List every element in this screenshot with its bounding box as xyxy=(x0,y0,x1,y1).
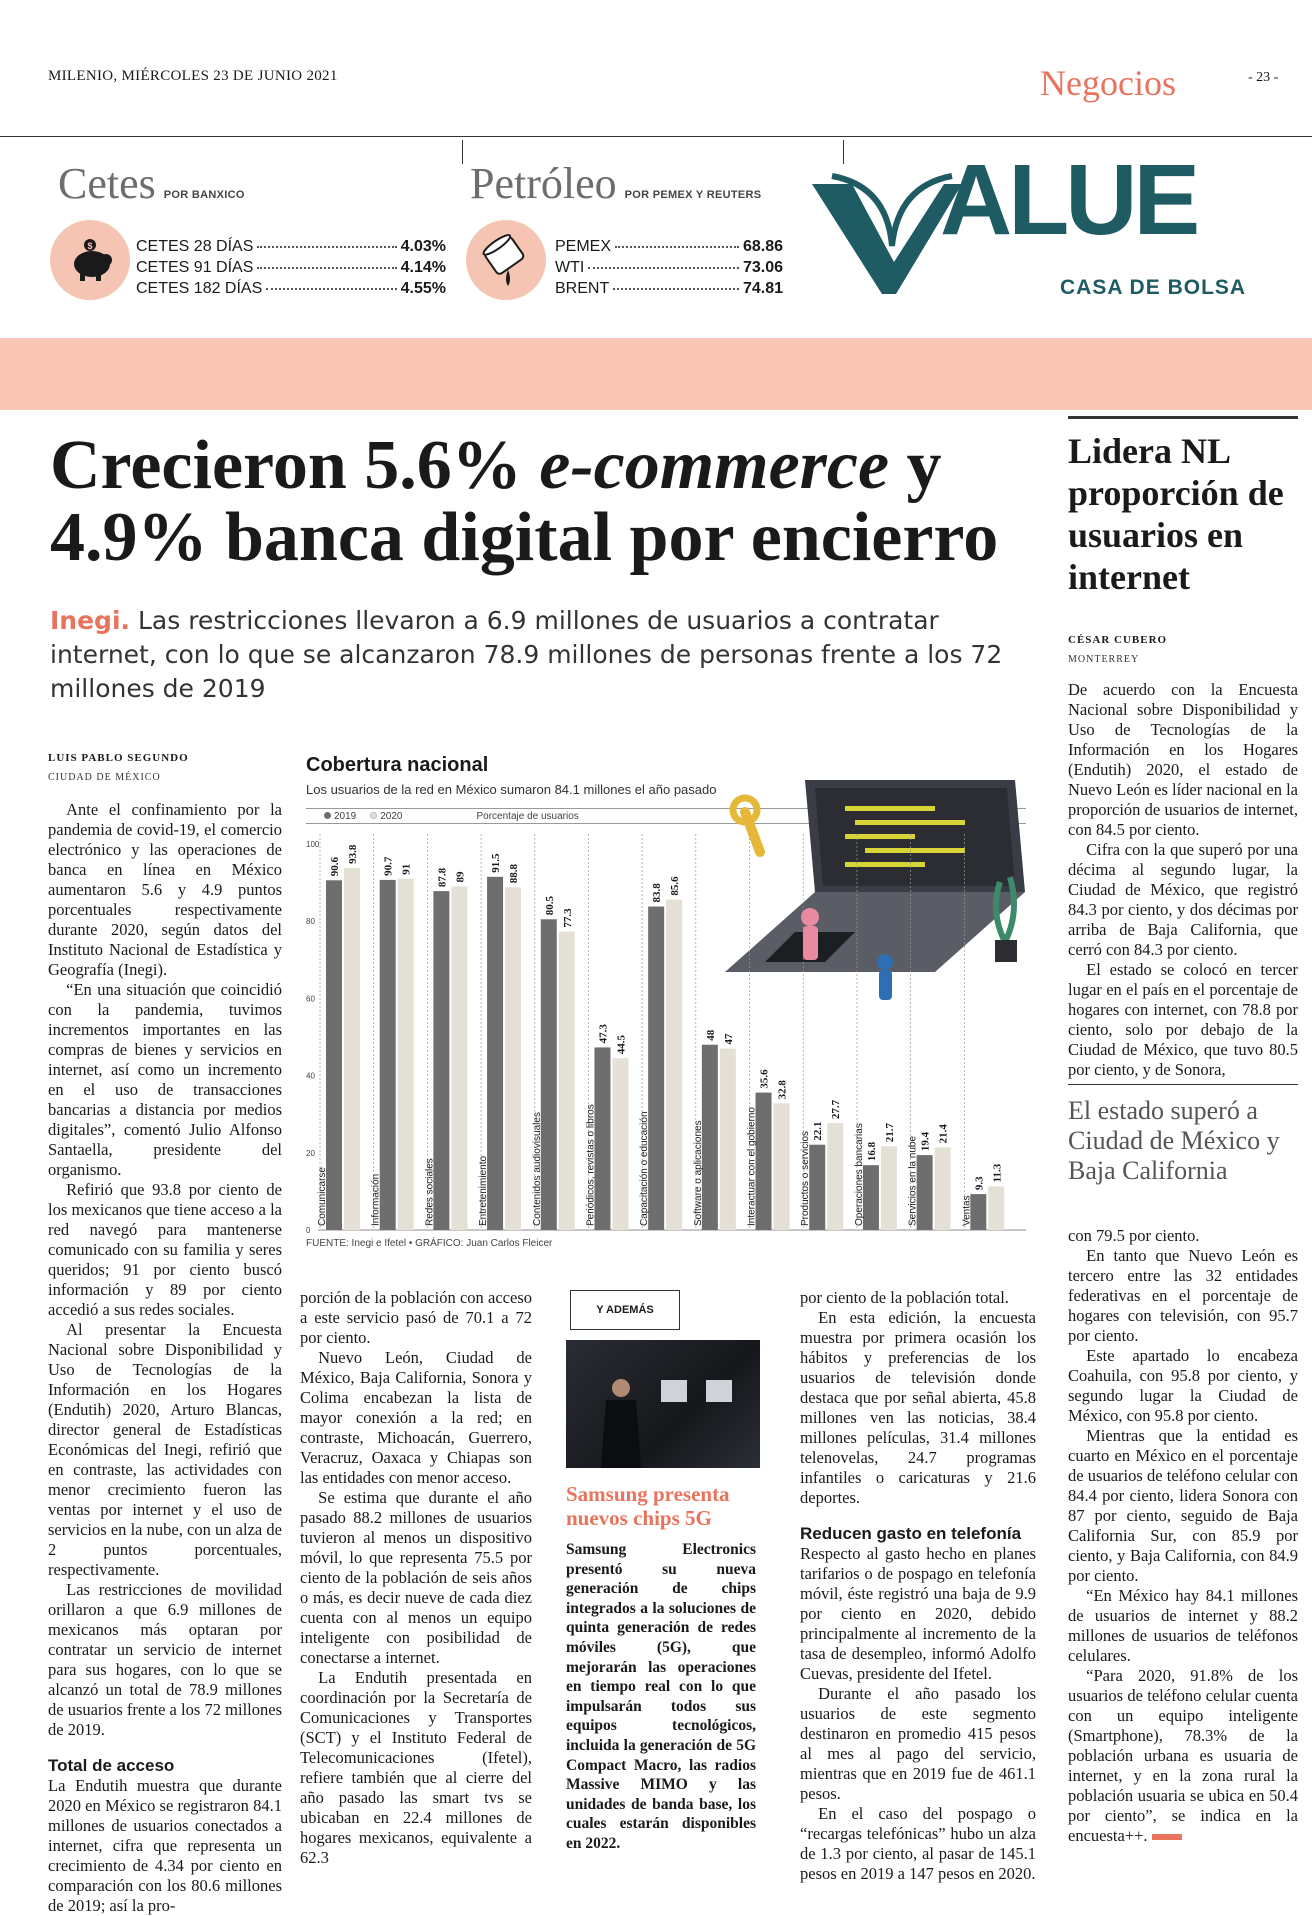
paragraph: Al presentar la Encuesta Nacional sobre Disponibilidad y Uso de Tecnologías de la Información en los Hogares (Endutih) 2020, Arturo Blancas, director general de Estadísticas Económicas del Inegi, refirió que en contraste, las actividades con menor crecimiento fueron las ventas por internet y el uso de servicios en la nube, con un alza de 2 puntos porcentuales, respectivamente. xyxy=(48,1320,282,1579)
data-label: 91.5 xyxy=(490,853,503,873)
market-divider xyxy=(843,140,844,164)
bar-2019-10 xyxy=(863,1165,879,1230)
value-logo-tagline: CASA DE BOLSA xyxy=(1060,276,1247,299)
category-label: Capacitación o educación xyxy=(639,1111,651,1226)
y-tick-label: 100 xyxy=(306,840,320,849)
data-label: 91 xyxy=(400,863,413,875)
subhead-telefonia: Reducen gasto en telefonía xyxy=(800,1524,1022,1543)
bar-2020-4 xyxy=(559,932,575,1230)
paragraph: “En México hay 84.1 millones de usuarios de internet y 88.2 millones de usuarios de teléfonos celulares. xyxy=(1068,1586,1298,1665)
oil-barrel-icon xyxy=(466,220,546,300)
end-mark xyxy=(1152,1834,1182,1840)
y-tick-label: 40 xyxy=(306,1071,315,1081)
data-label: 90.6 xyxy=(329,857,341,877)
bar-2020-6 xyxy=(666,900,682,1230)
pull-quote-rule xyxy=(1068,1084,1298,1085)
category-label: Software o aplicaciones xyxy=(692,1120,704,1226)
category-label: Ventas xyxy=(961,1195,973,1226)
y-tick-label: 0 xyxy=(306,1226,311,1235)
paragraph: Las restricciones de movilidad orillaron a que 6.9 millones de mexicanos más optaran por contratar un servicio de internet para sus hogares, con lo que se alcanzó un total de 78.9 millones de usuarios frente a los 72 millones de 2019. xyxy=(48,1580,282,1739)
data-label: 48 xyxy=(704,1029,717,1041)
data-label: 21.7 xyxy=(883,1122,896,1143)
data-label: 89 xyxy=(454,871,467,883)
ademas-headline: Samsung presenta nuevos chips 5G xyxy=(566,1482,730,1530)
data-label: 27.7 xyxy=(830,1099,843,1120)
value-logo-text: ALUE xyxy=(940,144,1197,256)
data-label: 22.1 xyxy=(812,1121,825,1141)
paragraph: “Para 2020, 91.8% de los usuarios de teléfono celular cuenta con un equipo inteligente (Smartphone), 78.3% de la población urbana es usuaria de internet, y en la zona rural la población usuaria se ubica en 50.4 por ciento”, se indica en la encuesta++. xyxy=(1068,1666,1298,1845)
paragraph: Cifra con la que superó por una décima al segundo lugar, la Ciudad de México, que registró 84.3 por ciento, y dos décimas por arriba de Baja California, que cerró con 84.3 por ciento. xyxy=(1068,840,1298,959)
chart-title: Cobertura nacional xyxy=(306,754,489,776)
ademas-body: Samsung Electronics presentó su nueva generación de chips integrados a la soluciones de quinta generación de redes móviles (5G), que mejorarán las operaciones en tiempo real con lo que impulsarán todos sus equipos tecnológicos, incluida la generación de 5G Compact Macro, las radios Massive MIMO y las unidades de banda base, los cuales estarán disponibles en 2022. xyxy=(566,1541,756,1852)
piggy-bank-icon xyxy=(50,220,130,300)
legend-item-2019: 2019 xyxy=(324,811,356,822)
paragraph: Se estima que durante el año pasado 88.2 millones de usuarios tuvieron al menos un dispositivo móvil, lo que representa 75.5 por ciento de la población de seis años o más, es decir nueve de cada diez cuenta con al menos un equipo inteligente con posibilidad de conectarse a internet. xyxy=(300,1488,532,1667)
y-tick-label: 20 xyxy=(306,1148,315,1158)
category-label: Entretenimiento xyxy=(478,1155,490,1226)
data-label: 83.8 xyxy=(651,883,664,903)
category-label: Periódicos, revistas o libros xyxy=(585,1104,597,1226)
data-label: 47 xyxy=(722,1033,735,1045)
data-label: 9.3 xyxy=(973,1176,986,1191)
bar-2020-12 xyxy=(988,1186,1004,1230)
data-label: 80.5 xyxy=(543,896,556,916)
category-label: Operaciones bancarias xyxy=(853,1123,865,1226)
bar-2019-7 xyxy=(702,1045,718,1230)
bar-2020-5 xyxy=(612,1058,628,1230)
data-label: 88.8 xyxy=(508,863,521,884)
paragraph: Refirió que 93.8 por ciento de los mexicanos que tiene acceso a la red navegó para mantenerse comunicado con su familia y seres queridos; 91 por ciento buscó información y 89 por ciento accedió a sus redes sociales. xyxy=(48,1180,282,1319)
paragraph: por ciento de la población total. xyxy=(800,1288,1009,1307)
petroleo-row: WTI 73.06 xyxy=(555,259,783,276)
category-label: Contenidos audiovisuales xyxy=(531,1112,543,1226)
petroleo-header xyxy=(470,158,761,209)
headline: Crecieron 5.6% e-commerce y 4.9% banca digital por encierro xyxy=(50,427,999,576)
legend-item-2020: 2020 xyxy=(370,811,402,822)
sidebar-title: Lidera NL proporción de usuarios en internet xyxy=(1068,431,1284,597)
bar-2019-8 xyxy=(756,1093,772,1230)
ad-band xyxy=(0,338,1312,410)
bar-2020-0 xyxy=(344,868,360,1230)
paragraph: La Endutih presentada en coordinación por la Secretaría de Comunicaciones y Transportes (SCT) y el Instituto Federal de Telecomunicaciones (Ifetel), refiere también que al cierre del año pasado las smart tvs se ubicaban en 22.4 millones de hogares mexicanos, equivalente a 62.3 xyxy=(300,1668,532,1867)
y-tick-label: 60 xyxy=(306,994,315,1004)
byline-city: CIUDAD DE MÉXICO xyxy=(48,772,161,783)
legend-axis-label: Porcentaje de usuarios xyxy=(476,810,579,822)
data-label: 85.6 xyxy=(669,876,682,896)
cetes-row: CETES 182 DÍAS 4.55% xyxy=(136,280,446,297)
data-label: 47.3 xyxy=(597,1024,610,1044)
cetes-row: CETES 91 DÍAS 4.14% xyxy=(136,259,446,276)
bar-2020-7 xyxy=(720,1049,736,1230)
bar-2019-6 xyxy=(648,907,664,1230)
header-rule xyxy=(0,136,1312,137)
paragraph: Nuevo León, Ciudad de México, Baja California, Sonora y Colima encabezan la lista de mayor conexión a la red; en contraste, Michoacán, Guerrero, Veracruz, Oaxaca y Chiapas son las entidades con menor acceso. xyxy=(300,1348,532,1487)
sidebar-city: MONTERREY xyxy=(1068,654,1140,665)
article-column-3 xyxy=(800,1288,1036,1884)
bar-2020-8 xyxy=(774,1103,790,1230)
y-tick-label: 80 xyxy=(306,917,315,927)
deck: Inegi. Las restricciones llevaron a 6.9 millones de usuarios a contratar internet, con lo que se alcanzaron 78.9 millones de personas frente a los 72 millones de 2019 xyxy=(50,606,1003,703)
category-label: Comunicarse xyxy=(317,1167,328,1226)
data-label: 35.6 xyxy=(758,1069,771,1089)
paragraph: En el caso del pospago o “recargas telefónicas” hubo un alza de 1.3 por ciento, al pasar de 145.1 pesos en 2019 a 147 pesos en 2020. xyxy=(800,1804,1036,1883)
bar-2019-11 xyxy=(917,1155,933,1230)
bar-2019-4 xyxy=(541,919,557,1230)
bar-2019-0 xyxy=(326,880,342,1230)
data-label: 21.4 xyxy=(937,1124,950,1144)
pull-quote: El estado superó a Ciudad de México y Baja California xyxy=(1068,1096,1280,1185)
sidebar-column-bottom xyxy=(1068,1226,1298,1846)
bar-2020-10 xyxy=(881,1146,897,1230)
bar-2019-3 xyxy=(487,877,503,1230)
bar-2020-2 xyxy=(451,886,467,1230)
data-label: 90.7 xyxy=(382,856,395,876)
svg-text:$: $ xyxy=(87,241,93,251)
cetes-title: Cetes xyxy=(58,159,156,208)
paragraph: Respecto al gasto hecho en planes tarifarios o de pospago en telefonía móvil, éste registró una baja de 9.9 por ciento en 2020, debido principalmente al incremento de la tasa de desempleo, informó Adolfo Cuevas, presidente del Ifetel. xyxy=(800,1544,1036,1683)
data-label: 19.4 xyxy=(919,1131,932,1152)
coverage-bar-chart xyxy=(306,826,1026,1236)
bar-2019-5 xyxy=(594,1047,610,1230)
data-label: 11.3 xyxy=(991,1163,1004,1183)
chart-source: FUENTE: Inegi e Ifetel • GRÁFICO: Juan Carlos Fleicer xyxy=(306,1238,553,1249)
paragraph: Mientras que la entidad es cuarto en México en el porcentaje de usuarios de teléfono celular con 84.4 por ciento, lidera Sonora con 87 por ciento, seguido de Baja California Sur, con 85.9 por ciento, y Baja California, con 84.9 por ciento. xyxy=(1068,1426,1298,1585)
cetes-row: CETES 28 DÍAS 4.03% xyxy=(136,238,446,255)
bar-2019-9 xyxy=(809,1145,825,1230)
paragraph: “En una situación que coincidió con la pandemia, tuvimos incrementos importantes en las compras de bienes y servicios en internet, así como un incremento en el uso de transacciones bancarias a distancia por medios digitales”, comentó Julio Alfonso Santaella, presidente del organismo. xyxy=(48,980,282,1179)
bar-2020-11 xyxy=(935,1147,951,1230)
data-label: 93.8 xyxy=(347,844,359,864)
bar-2020-9 xyxy=(827,1123,843,1230)
article-column-1 xyxy=(48,748,282,1916)
subhead-total-acceso: Total de acceso xyxy=(48,1756,175,1775)
petroleo-row: PEMEX 68.86 xyxy=(555,238,783,255)
bar-2019-1 xyxy=(380,880,396,1230)
article-column-2 xyxy=(300,1288,532,1868)
data-label: 32.8 xyxy=(776,1080,789,1100)
paragraph: En esta edición, la encuesta muestra por primera ocasión los hábitos y preferencias de los usuarios de televisión donde destaca que por señal abierta, 45.8 millones ven las noticias, 38.4 millones películas, 31.4 millones telenovelas, 24.7 programas infantiles o caricaturas y 21.6 deportes. xyxy=(800,1308,1036,1507)
category-label: Redes sociales xyxy=(424,1158,436,1226)
data-label: 87.8 xyxy=(436,867,449,888)
category-label: Interactuar con el gobierno xyxy=(746,1107,758,1226)
paragraph: Ante el confinamiento por la pandemia de covid-19, el comercio electrónico y las operaciones de banca en línea en México aumentaron 5.6 y 4.9 puntos porcentuales respectivamente durante 2020, según datos del Instituto Nacional de Estadística y Geografía (Inegi). xyxy=(48,800,282,979)
paragraph: Durante el año pasado los usuarios de este segmento destinaron en promedio 415 pesos al mes al pago del servicio, mientras que en 2019 fue de 461.1 pesos. xyxy=(800,1684,1036,1803)
paragraph: Este apartado lo encabeza Coahuila, con 95.8 por ciento, y segundo lugar la Ciudad de México, con 95.8 por ciento. xyxy=(1068,1346,1298,1425)
bar-2019-2 xyxy=(433,891,449,1230)
paragraph: porción de la población con acceso a este servicio pasó de 70.1 a 72 por ciento. xyxy=(300,1288,532,1347)
paragraph: De acuerdo con la Encuesta Nacional sobre Disponibilidad y Uso de Tecnologías de la Información en los Hogares (Endutih) 2020, el estado de Nuevo León es líder nacional en la proporción de usuarios de internet, con 84.5 por ciento. xyxy=(1068,680,1298,839)
paragraph: La Endutih muestra que durante 2020 en México se registraron 84.1 millones de usuarios conectados a internet, cifra que representa un crecimiento de 4.34 por ciento en comparación con los 80.6 millones de 2019; así la pro- xyxy=(48,1776,282,1915)
petroleo-title: Petróleo xyxy=(470,159,617,208)
bar-2020-3 xyxy=(505,887,521,1230)
sidebar-rule xyxy=(1068,416,1298,419)
ademas-tag: Y ADEMÁS xyxy=(570,1290,680,1330)
cetes-source: POR BANXICO xyxy=(163,189,245,201)
bar-2019-12 xyxy=(970,1194,986,1230)
paragraph: En tanto que Nuevo León es tercero entre las 32 entidades federativas en el porcentaje de hogares con televisión, con 95.7 por ciento. xyxy=(1068,1246,1298,1345)
section-name: Negocios xyxy=(1040,63,1176,103)
category-label: Información xyxy=(370,1173,382,1226)
petroleo-source: POR PEMEX Y REUTERS xyxy=(624,189,762,201)
page-number: - 23 - xyxy=(1248,70,1279,85)
date-line: MILENIO, MIÉRCOLES 23 DE JUNIO 2021 xyxy=(48,68,338,84)
petroleo-row: BRENT 74.81 xyxy=(555,280,783,297)
bar-2020-1 xyxy=(398,879,414,1230)
sidebar-byline: CÉSAR CUBERO xyxy=(1068,634,1168,646)
paragraph: con 79.5 por ciento. xyxy=(1068,1226,1200,1245)
samsung-presenter-photo xyxy=(566,1340,760,1468)
chart-subtitle: Los usuarios de la red en México sumaron 84.1 millones el año pasado xyxy=(306,782,717,797)
sidebar-column-top xyxy=(1068,630,1298,1080)
market-divider xyxy=(462,140,463,164)
category-label: Servicios en la nube xyxy=(907,1135,919,1226)
data-label: 44.5 xyxy=(615,1034,628,1055)
data-label: 77.3 xyxy=(561,908,574,928)
byline: LUIS PABLO SEGUNDO xyxy=(48,752,189,764)
cetes-header xyxy=(58,158,245,209)
category-label: Productos o servicios xyxy=(800,1130,812,1226)
paragraph: El estado se colocó en tercer lugar en el país en el porcentaje de hogares con internet, con 78.8 por ciento, solo por debajo de la Ciudad de México, que tuvo 80.5 por ciento, y de Sonora, xyxy=(1068,960,1298,1079)
data-label: 16.8 xyxy=(865,1141,878,1162)
